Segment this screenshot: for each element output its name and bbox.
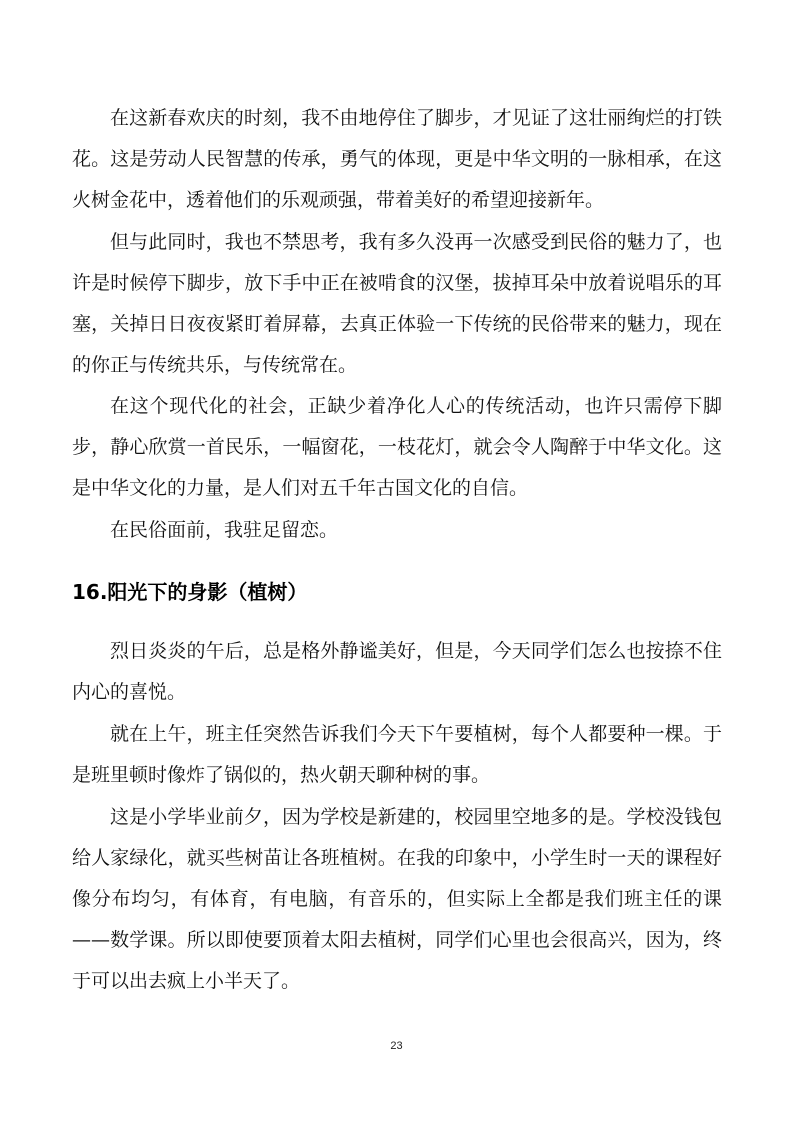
paragraph-linger: 在民俗面前，我驻足留恋。	[110, 519, 339, 541]
paragraph-modern-society: 在这个现代化的社会，正缺少着净化人心的传统活动，也许只需停下脚步，静心欣赏一首民乐，一幅窗花，一枝花灯，就会令人陶醉于中华文化。这是中华文化的力量，是人们对五千年古国文化的自信。	[72, 395, 722, 499]
paragraph-new-year-iron-flowers: 在这新春欢庆的时刻，我不由地停住了脚步，才见证了这壮丽绚烂的打铁花。这是劳动人民智慧的传承，勇气的体现，更是中华文明的一脉相承，在这火树金花中，透着他们的乐观顽强，带着美好的希望迎接新年。	[72, 107, 722, 211]
paragraph-hot-afternoon: 烈日炎炎的午后，总是格外静谧美好，但是，今天同学们怎么也按捺不住内心的喜悦。	[72, 640, 722, 703]
paragraph-folk-reflection: 但与此同时，我也不禁思考，我有多久没再一次感受到民俗的魅力了，也许是时候停下脚步，放下手中正在被啃食的汉堡，拔掉耳朵中放着说唱乐的耳塞，关掉日日夜夜紧盯着屏幕，去真正体验一下传统的民俗带来的魅力，现在的你正与传统共乐，与传统常在。	[72, 231, 722, 376]
page-number: 23	[390, 1040, 403, 1052]
paragraph-before-graduation: 这是小学毕业前夕，因为学校是新建的，校园里空地多的是。学校没钱包给人家绿化，就买些树苗让各班植树。在我的印象中，小学生时一天的课程好像分布均匀，有体育，有电脑，有音乐的，但实际上全都是我们班主任的课——数学课。所以即使要顶着太阳去植树，同学们心里也会很高兴，因为，终于可以出去疯上小半天了。	[72, 806, 722, 992]
section-heading: 16.阳光下的身影（植树）	[72, 580, 308, 604]
paragraph-morning-announcement: 就在上午，班主任突然告诉我们今天下午要植树，每个人都要种一棵。于是班里顿时像炸了锅似的，热火朝天聊种树的事。	[72, 723, 722, 786]
